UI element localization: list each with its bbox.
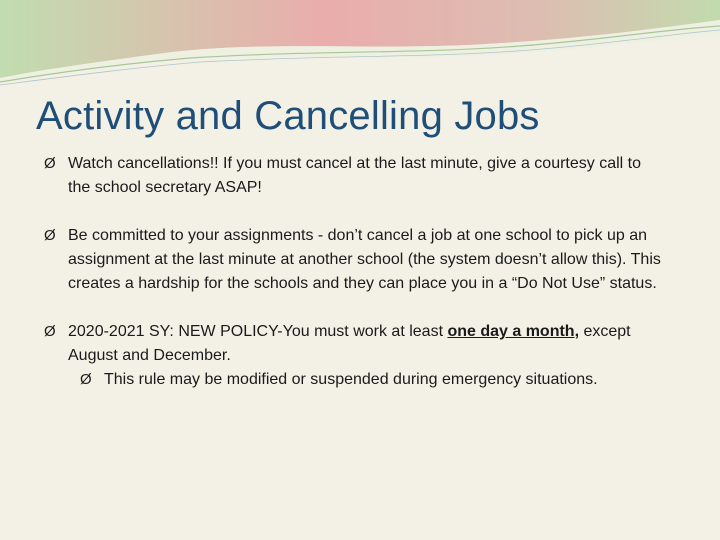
arrow-bullet-icon: Ø [44, 323, 56, 340]
bullet-text: Be committed to your assignments - don’t cancel a job at one school to pick up an assignment at the last minute at another school (the system doesn’t allow this). This creates a hardship for the schools and they can place you in a “Do Not Use” status. [68, 227, 661, 292]
sub-bullet-text: This rule may be modified or suspended during emergency situations. [104, 371, 598, 388]
decorative-banner [0, 0, 720, 90]
bullet-text-after: except August and December. [68, 323, 631, 364]
bullet-text: Watch cancellations!! If you must cancel at the last minute, give a courtesy call to the school secretary ASAP! [68, 155, 642, 196]
bullet-cancellations [44, 152, 664, 200]
sub-bullet-emergency [68, 368, 664, 392]
arrow-bullet-icon: Ø [44, 155, 56, 172]
bullet-new-policy [44, 320, 664, 392]
arrow-bullet-icon: Ø [44, 227, 56, 244]
policy-emphasis: one day a month, [447, 323, 580, 340]
bullet-commitment [44, 224, 664, 296]
slide-title: Activity and Cancelling Jobs [36, 94, 540, 138]
arrow-bullet-icon: Ø [80, 371, 92, 388]
bullet-list [44, 152, 664, 392]
bullet-text-before: 2020-2021 SY: NEW POLICY-You must work at least [68, 323, 448, 340]
